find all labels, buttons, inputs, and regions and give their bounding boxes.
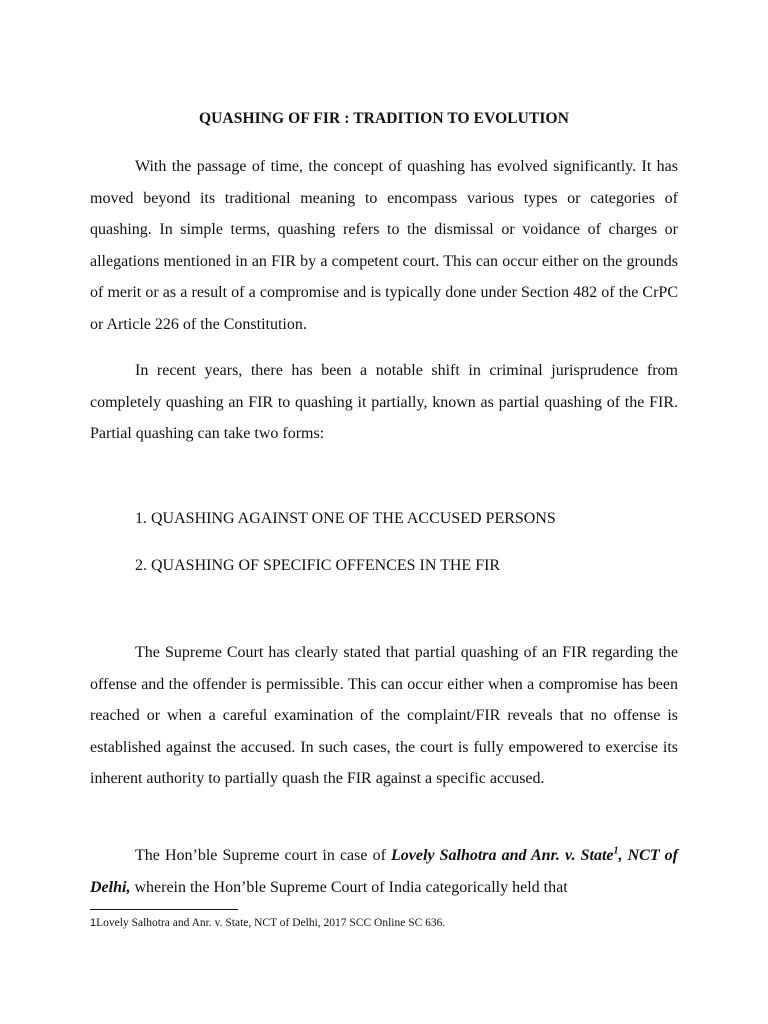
- footnote-text: Lovely Salhotra and Anr. v. State, NCT of Delhi, 2017 SCC Online SC 636.: [96, 917, 446, 929]
- case-trail-text: wherein the Hon’ble Supreme Court of India categorically held that: [130, 878, 568, 896]
- case-name: Lovely Salhotra and Anr. v. State: [390, 847, 614, 864]
- case-name-continued: , NCT of Delhi,: [90, 847, 679, 896]
- document-title: QUASHING OF FIR : TRADITION TO EVOLUTION: [198, 110, 569, 127]
- paragraph-intro: With the passage of time, the concept of quashing has evolved significantly. It has moved beyond its traditional meaning to encompass various types or categories of quashing. In simple terms, quashing refers to the dismissal or voidance of charges or allegations mentioned in an FIR by a competent court. This can occur either on the grounds of merit or as a result of a compromise and is typically done under Section 482 of the CrPC or Article 226 of the Constitution.: [90, 158, 678, 333]
- footnote-divider: [90, 909, 238, 910]
- paragraph-partial-quashing: In recent years, there has been a notable shift in criminal jurisprudence from completely quashing an FIR to quashing it partially, known as partial quashing of the FIR. Partial quashing can take two forms:: [90, 362, 678, 442]
- footnote-reference: 1: [613, 845, 619, 857]
- case-lead-text: The Hon’ble Supreme court in case of: [135, 847, 391, 864]
- footnote: [90, 916, 445, 931]
- list-item-2: 2. QUASHING OF SPECIFIC OFFENCES IN THE FIR: [135, 557, 501, 574]
- footnote-mark: 1: [90, 917, 97, 929]
- list-item-1: 1. QUASHING AGAINST ONE OF THE ACCUSED PERSONS: [135, 510, 556, 527]
- paragraph-supreme-court: The Supreme Court has clearly stated that partial quashing of an FIR regarding the offense and the offender is permissible. This can occur either when a compromise has been reached or when a careful examination of the complaint/FIR reveals that no offense is established against the accused. In such cases, the court is fully empowered to exercise its inherent authority to partially quash the FIR against a specific accused.: [90, 644, 678, 787]
- paragraph-case-reference: [90, 840, 678, 903]
